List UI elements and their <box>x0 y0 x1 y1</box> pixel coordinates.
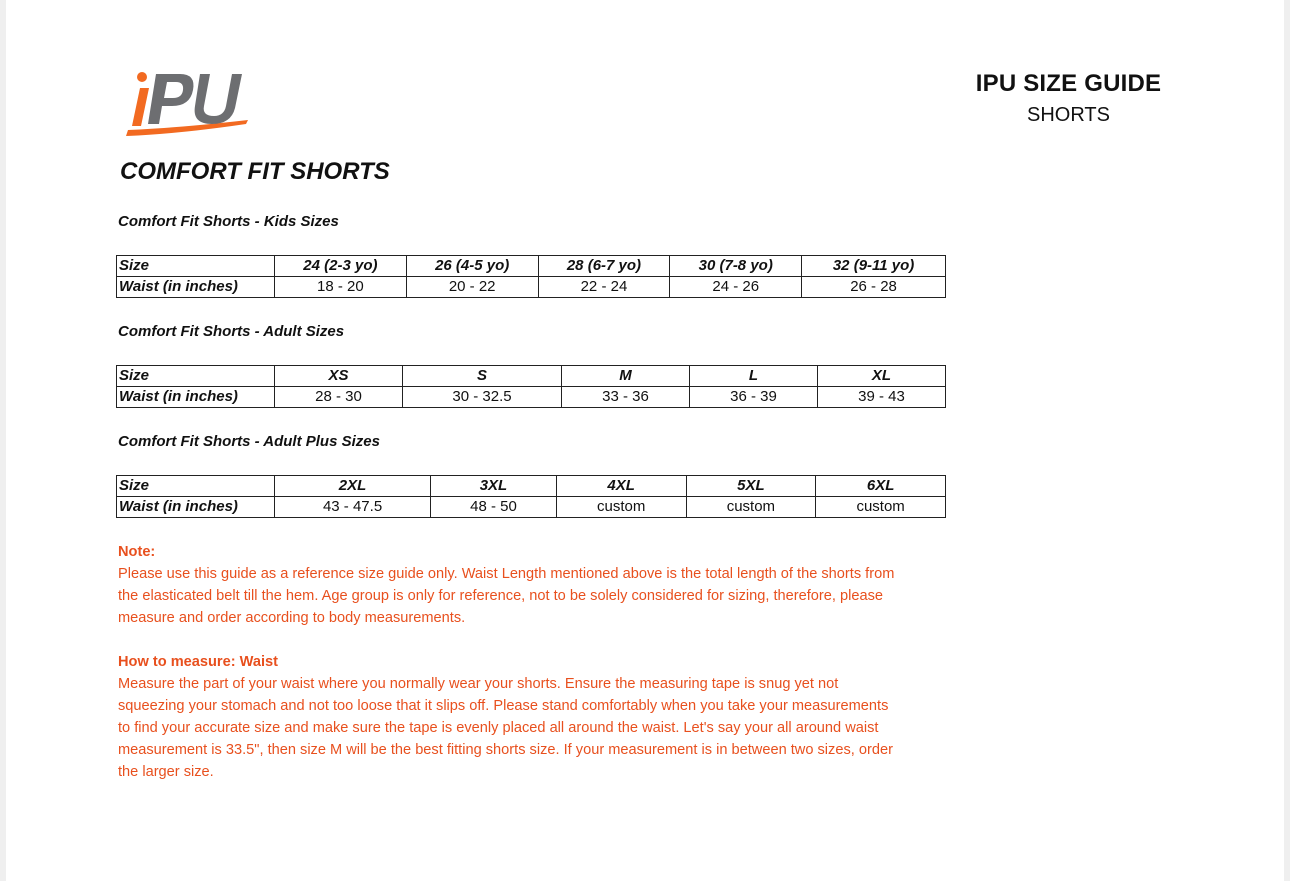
section-title-kids: Comfort Fit Shorts - Kids Sizes <box>118 213 339 230</box>
how-to-line: to find your accurate size and make sure the tape is evenly placed all around the waist. Let's say your all around waist <box>118 720 879 736</box>
waist-cell: 28 - 30 <box>275 387 403 408</box>
waist-cell: custom <box>686 497 816 518</box>
waist-cell: 36 - 39 <box>689 387 817 408</box>
adult-plus-size-table <box>116 475 946 518</box>
row-label: Waist (in inches) <box>117 387 275 408</box>
size-cell: 3XL <box>431 476 557 497</box>
how-to-line: measurement is 33.5", then size M will be the best fitting shorts size. If your measurement is in between two sizes, order <box>118 742 893 758</box>
waist-cell: 48 - 50 <box>431 497 557 518</box>
section-title-adult: Comfort Fit Shorts - Adult Sizes <box>118 323 345 340</box>
waist-cell: 33 - 36 <box>561 387 689 408</box>
adult-size-table <box>116 365 946 408</box>
section-title-adult-plus: Comfort Fit Shorts - Adult Plus Sizes <box>118 433 380 450</box>
how-to-line: the larger size. <box>118 764 214 780</box>
waist-cell: custom <box>816 497 946 518</box>
size-guide-page <box>6 0 1284 881</box>
size-cell: 2XL <box>275 476 431 497</box>
header <box>946 70 1191 127</box>
kids-size-table <box>116 255 946 298</box>
note-line: the elasticated belt till the hem. Age group is only for reference, not to be solely considered for sizing, therefore, please <box>118 588 883 604</box>
waist-cell: 18 - 20 <box>275 277 407 298</box>
size-cell: XL <box>817 366 945 387</box>
waist-cell: 39 - 43 <box>817 387 945 408</box>
note-line: measure and order according to body measurements. <box>118 610 466 626</box>
how-to-line: Measure the part of your waist where you normally wear your shorts. Ensure the measuring tape is snug yet not <box>118 676 839 692</box>
header-subtitle: SHORTS <box>1027 104 1110 126</box>
size-cell: 6XL <box>816 476 946 497</box>
ipu-logo <box>118 68 258 140</box>
page-title: COMFORT FIT SHORTS <box>120 158 390 185</box>
how-to-heading: How to measure: Waist <box>118 654 279 670</box>
table-row <box>117 497 946 518</box>
waist-cell: 24 - 26 <box>670 277 802 298</box>
size-cell: XS <box>275 366 403 387</box>
row-label: Waist (in inches) <box>117 277 275 298</box>
size-cell: L <box>689 366 817 387</box>
waist-cell: custom <box>556 497 686 518</box>
row-label: Size <box>117 366 275 387</box>
table-row <box>117 277 946 298</box>
notes-block <box>118 541 958 783</box>
size-cell: 28 (6-7 yo) <box>538 256 670 277</box>
row-label: Waist (in inches) <box>117 497 275 518</box>
size-cell: 24 (2-3 yo) <box>275 256 407 277</box>
size-cell: 4XL <box>556 476 686 497</box>
note-heading: Note: <box>118 544 156 560</box>
waist-cell: 20 - 22 <box>406 277 538 298</box>
size-cell: 5XL <box>686 476 816 497</box>
size-cell: 32 (9-11 yo) <box>802 256 946 277</box>
size-cell: 30 (7-8 yo) <box>670 256 802 277</box>
table-row <box>117 476 946 497</box>
size-cell: 26 (4-5 yo) <box>406 256 538 277</box>
size-cell: S <box>403 366 562 387</box>
table-row <box>117 366 946 387</box>
waist-cell: 43 - 47.5 <box>275 497 431 518</box>
waist-cell: 30 - 32.5 <box>403 387 562 408</box>
table-row <box>117 387 946 408</box>
waist-cell: 26 - 28 <box>802 277 946 298</box>
header-title: IPU SIZE GUIDE <box>975 70 1162 97</box>
row-label: Size <box>117 476 275 497</box>
table-row <box>117 256 946 277</box>
size-cell: M <box>561 366 689 387</box>
how-to-line: squeezing your stomach and not too loose that it slips off. Please stand comfortably when you take your measurements <box>118 698 889 714</box>
note-line: Please use this guide as a reference size guide only. Waist Length mentioned above is the total length of the shorts from <box>118 566 895 582</box>
waist-cell: 22 - 24 <box>538 277 670 298</box>
row-label: Size <box>117 256 275 277</box>
